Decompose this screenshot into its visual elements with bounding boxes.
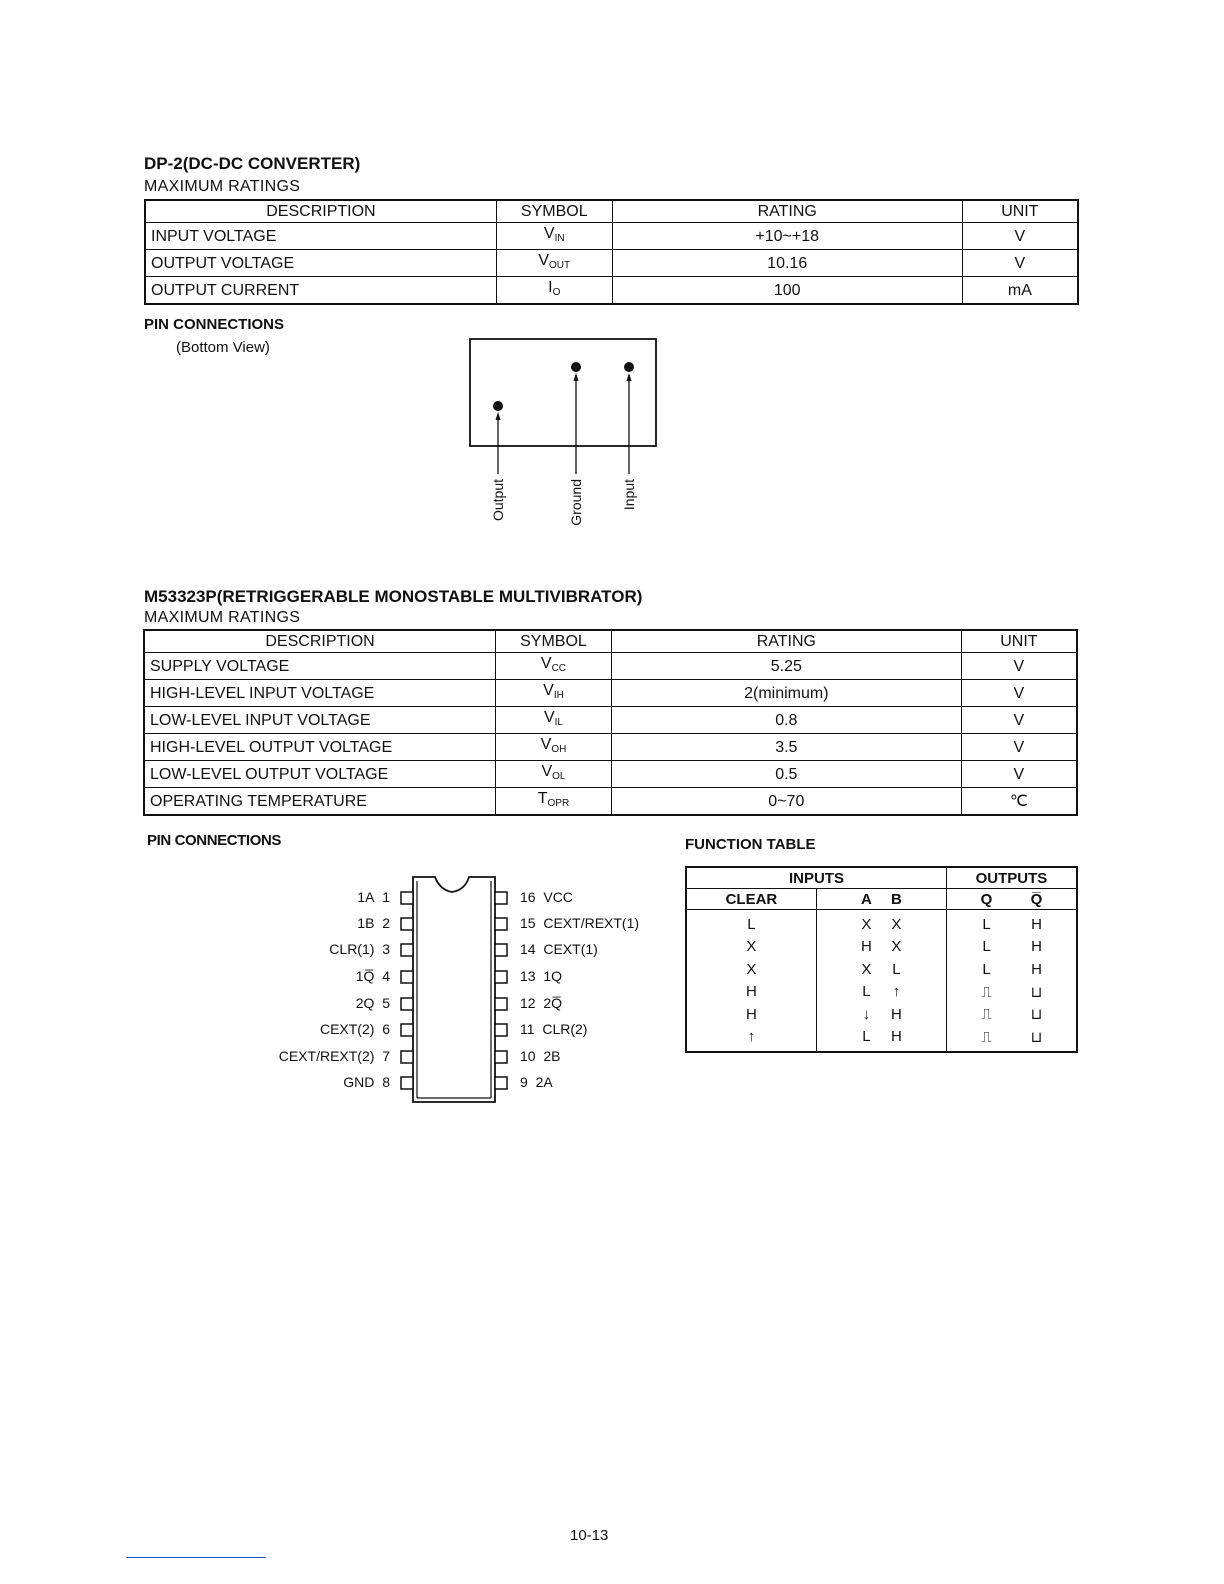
table-row — [145, 250, 1078, 277]
header-rating: RATING — [611, 630, 961, 653]
pin-number: 4 — [382, 968, 390, 984]
symbol-subscript: IN — [554, 233, 565, 244]
cell-unit: V — [962, 223, 1078, 250]
cell-qbar: ⊔ — [1030, 1006, 1043, 1024]
symbol-base: V — [538, 252, 550, 269]
left-pin-label — [356, 995, 390, 1011]
left-pin-3 — [401, 944, 413, 956]
cell-unit: V — [962, 250, 1078, 277]
dip16-package — [395, 872, 515, 1108]
cell-description: HIGH-LEVEL INPUT VOLTAGE — [144, 680, 496, 707]
table-row — [686, 1026, 1077, 1053]
footer-rule — [126, 1557, 266, 1558]
cell-description: LOW-LEVEL OUTPUT VOLTAGE — [144, 761, 496, 788]
right-pin-label — [520, 941, 598, 957]
cell-a: X — [861, 915, 872, 933]
cell-rating: 5.25 — [611, 653, 961, 680]
cell-symbol — [496, 250, 612, 277]
pin-name: CLR(1) — [329, 941, 375, 957]
table-row — [145, 223, 1078, 250]
cell-ab — [816, 981, 946, 1004]
table-row — [144, 680, 1077, 707]
right-pin-9 — [495, 1077, 507, 1089]
left-pin-2 — [401, 918, 413, 930]
cell-symbol — [496, 734, 612, 761]
cell-a: ↓ — [862, 1005, 871, 1023]
pin-number: 11 — [520, 1021, 535, 1037]
cell-qbar: ⊔ — [1030, 983, 1043, 1001]
pin-name: CLR(2) — [542, 1021, 588, 1037]
table-row — [144, 761, 1077, 788]
section2-subtitle: MAXIMUM RATINGS — [144, 609, 301, 626]
b-col-header: B — [890, 890, 902, 908]
cell-description: INPUT VOLTAGE — [145, 223, 496, 250]
symbol-base: V — [540, 655, 552, 672]
cell-q: L — [982, 915, 991, 933]
cell-description: HIGH-LEVEL OUTPUT VOLTAGE — [144, 734, 496, 761]
table-row — [145, 277, 1078, 305]
left-pin-4 — [401, 971, 413, 983]
table-row — [686, 936, 1077, 959]
input-arrow — [627, 373, 632, 381]
pin-name: 1Q̅ — [355, 968, 375, 984]
cell-ab — [816, 958, 946, 981]
table-row — [686, 958, 1077, 981]
cell-symbol — [496, 680, 612, 707]
left-pin-8 — [401, 1077, 413, 1089]
cell-b: X — [891, 938, 902, 956]
pin-name: CEXT(2) — [319, 1021, 375, 1037]
pin-name: 2B — [543, 1048, 561, 1064]
left-pin-label — [357, 889, 390, 905]
right-pin-13 — [495, 971, 507, 983]
cell-b: ↑ — [892, 983, 901, 1001]
pin-name: CEXT/REXT(2) — [278, 1048, 375, 1064]
header-rating: RATING — [612, 200, 962, 223]
left-pin-6 — [401, 1024, 413, 1036]
input-pin-dot — [624, 362, 634, 372]
q-col-header — [946, 889, 1077, 910]
ground-arrow — [574, 373, 579, 381]
cell-symbol — [496, 277, 612, 305]
cell-clear: ↑ — [686, 1026, 816, 1053]
symbol-base: V — [543, 709, 555, 726]
cell-q: L — [982, 960, 991, 978]
left-pin-label — [356, 968, 390, 984]
cell-b: L — [892, 960, 901, 978]
symbol-base: I — [548, 279, 553, 296]
right-pin-15 — [495, 918, 507, 930]
right-pin-label — [520, 915, 639, 931]
pin-connections-title-1: PIN CONNECTIONS — [144, 316, 285, 333]
cell-qbar: ⊔ — [1030, 1028, 1043, 1046]
cell-unit: V — [961, 653, 1077, 680]
output-pin-dot — [493, 401, 503, 411]
table-row — [144, 653, 1077, 680]
right-pin-label — [520, 1048, 560, 1064]
pin-number: 3 — [382, 941, 390, 957]
left-pin-5 — [401, 998, 413, 1010]
cell-outputs — [946, 936, 1077, 959]
outputs-group-header: OUTPUTS — [946, 867, 1077, 889]
pin-name: CEXT(1) — [543, 941, 598, 957]
right-pin-11 — [495, 1024, 507, 1036]
cell-unit: V — [961, 707, 1077, 734]
table-row — [686, 981, 1077, 1004]
right-pin-14 — [495, 944, 507, 956]
right-pin-label — [520, 889, 573, 905]
cell-outputs — [946, 981, 1077, 1004]
symbol-subscript: IH — [553, 690, 564, 701]
left-pin-label — [329, 941, 390, 957]
table-row — [686, 1003, 1077, 1026]
pin-name: 1A — [357, 889, 375, 905]
symbol-base: V — [543, 225, 555, 242]
cell-description: SUPPLY VOLTAGE — [144, 653, 496, 680]
cell-symbol — [496, 223, 612, 250]
pin-number: 14 — [520, 941, 536, 957]
pin-name: VCC — [543, 889, 573, 905]
symbol-subscript: CC — [551, 663, 567, 674]
cell-symbol — [496, 653, 612, 680]
cell-outputs — [946, 910, 1077, 936]
table-header-row — [145, 200, 1078, 223]
ground-pin-label: Ground — [568, 479, 584, 526]
cell-b: H — [890, 1005, 902, 1023]
left-pin-label — [343, 1074, 390, 1090]
left-pin-label — [320, 1021, 390, 1037]
pin-name: 2A — [535, 1074, 553, 1090]
left-pin-label — [357, 915, 390, 931]
table-row — [144, 788, 1077, 816]
cell-description: OUTPUT CURRENT — [145, 277, 496, 305]
cell-ab — [816, 910, 946, 936]
header-description: DESCRIPTION — [144, 630, 496, 653]
right-pin-label — [520, 995, 562, 1011]
pin-number: 15 — [520, 915, 536, 931]
function-table-title: FUNCTION TABLE — [685, 836, 816, 853]
symbol-subscript: O — [552, 287, 561, 298]
symbol-base: V — [540, 736, 552, 753]
cell-symbol — [496, 761, 612, 788]
cell-rating: 100 — [612, 277, 962, 305]
a-col-header: A — [860, 890, 872, 908]
cell-unit: ℃ — [961, 788, 1077, 816]
section1-title: DP-2(DC-DC CONVERTER) — [144, 154, 361, 173]
dp2-ratings-table — [144, 199, 1079, 305]
right-pin-10 — [495, 1051, 507, 1063]
pin-number: 8 — [382, 1074, 390, 1090]
chip-body — [413, 877, 495, 1102]
cell-outputs — [946, 1003, 1077, 1026]
clear-col-header: CLEAR — [686, 889, 816, 910]
ground-pin-dot — [571, 362, 581, 372]
page-number: 10-13 — [570, 1527, 609, 1544]
cell-qbar: H — [1031, 915, 1042, 933]
cell-description: LOW-LEVEL INPUT VOLTAGE — [144, 707, 496, 734]
cell-rating: 2(minimum) — [611, 680, 961, 707]
left-pin-label — [279, 1048, 390, 1064]
cell-outputs — [946, 958, 1077, 981]
cell-symbol — [496, 788, 612, 816]
pin-number: 5 — [382, 995, 390, 1011]
pin-number: 6 — [382, 1021, 390, 1037]
ab-col-header — [816, 889, 946, 910]
right-pin-label — [520, 1021, 587, 1037]
symbol-base: V — [543, 682, 554, 699]
cell-a: X — [861, 960, 872, 978]
pin-connections-title-2: PIN CONNECTIONS — [147, 832, 282, 849]
m53323p-ratings-table — [143, 629, 1078, 816]
right-pin-12 — [495, 998, 507, 1010]
cell-ab — [816, 1026, 946, 1053]
cell-q: ⎍ — [981, 983, 992, 1001]
section2-title: M53323P(RETRIGGERABLE MONOSTABLE MULTIVIBRATOR) — [144, 587, 643, 606]
symbol-base: V — [541, 763, 553, 780]
function-table-group-row — [686, 867, 1077, 889]
pin-number: 2 — [382, 915, 390, 931]
cell-outputs — [946, 1026, 1077, 1053]
header-unit: UNIT — [961, 630, 1077, 653]
cell-clear: L — [686, 910, 816, 936]
cell-unit: V — [961, 761, 1077, 788]
inputs-group-header: INPUTS — [686, 867, 946, 889]
cell-unit: V — [961, 734, 1077, 761]
input-pin-label: Input — [621, 479, 637, 511]
section1-subtitle: MAXIMUM RATINGS — [144, 178, 301, 195]
pin-number: 16 — [520, 889, 536, 905]
pin-number: 10 — [520, 1048, 536, 1064]
symbol-subscript: OH — [551, 744, 567, 755]
cell-q: ⎍ — [981, 1028, 992, 1046]
header-unit: UNIT — [962, 200, 1078, 223]
cell-q: ⎍ — [981, 1006, 992, 1024]
symbol-subscript: IL — [554, 717, 563, 728]
header-description: DESCRIPTION — [145, 200, 496, 223]
pin-number: 9 — [520, 1074, 528, 1090]
left-pin-1 — [401, 892, 413, 904]
cell-description: OPERATING TEMPERATURE — [144, 788, 496, 816]
cell-rating: +10~+18 — [612, 223, 962, 250]
symbol-subscript: OUT — [549, 260, 571, 271]
pin-name: 2Q — [355, 995, 375, 1011]
cell-b: H — [890, 1028, 902, 1046]
bottom-view-label: (Bottom View) — [176, 339, 270, 356]
left-pin-7 — [401, 1051, 413, 1063]
right-pin-label — [520, 968, 562, 984]
pin-name: CEXT/REXT(1) — [543, 915, 640, 931]
table-row — [144, 707, 1077, 734]
function-table-header-row — [686, 889, 1077, 910]
header-symbol: SYMBOL — [496, 200, 612, 223]
qbar-header: Q̅ — [1030, 890, 1043, 908]
table-header-row — [144, 630, 1077, 653]
q-header: Q — [980, 890, 993, 908]
pin-number: 12 — [520, 995, 536, 1011]
cell-description: OUTPUT VOLTAGE — [145, 250, 496, 277]
pin-name: 1Q — [543, 968, 563, 984]
cell-clear: X — [686, 936, 816, 959]
pin-number: 1 — [382, 889, 390, 905]
cell-ab — [816, 1003, 946, 1026]
cell-qbar: H — [1031, 960, 1042, 978]
cell-clear: H — [686, 981, 816, 1004]
cell-ab — [816, 936, 946, 959]
dp2-pin-diagram — [460, 334, 670, 534]
header-symbol: SYMBOL — [496, 630, 612, 653]
symbol-base: T — [537, 790, 548, 807]
cell-b: X — [891, 915, 902, 933]
pin-number: 13 — [520, 968, 536, 984]
cell-rating: 0~70 — [611, 788, 961, 816]
symbol-subscript: OL — [552, 771, 566, 782]
table-row — [686, 910, 1077, 936]
cell-a: L — [862, 1028, 871, 1046]
cell-rating: 0.5 — [611, 761, 961, 788]
pin-number: 7 — [382, 1048, 390, 1064]
cell-rating: 0.8 — [611, 707, 961, 734]
function-table — [685, 866, 1078, 1053]
cell-unit: V — [961, 680, 1077, 707]
cell-a: L — [862, 983, 871, 1001]
cell-symbol — [496, 707, 612, 734]
cell-rating: 3.5 — [611, 734, 961, 761]
cell-a: H — [860, 938, 872, 956]
cell-clear: H — [686, 1003, 816, 1026]
cell-q: L — [982, 938, 991, 956]
pin-name: 1B — [357, 915, 375, 931]
right-pin-16 — [495, 892, 507, 904]
table-row — [144, 734, 1077, 761]
pin-name: 2Q̅ — [543, 995, 563, 1011]
output-arrow — [496, 412, 501, 420]
cell-qbar: H — [1031, 938, 1042, 956]
right-pin-label — [520, 1074, 553, 1090]
cell-clear: X — [686, 958, 816, 981]
symbol-subscript: OPR — [547, 798, 570, 809]
pin-name: GND — [343, 1074, 375, 1090]
output-pin-label: Output — [490, 479, 506, 522]
cell-unit: mA — [962, 277, 1078, 305]
cell-rating: 10.16 — [612, 250, 962, 277]
